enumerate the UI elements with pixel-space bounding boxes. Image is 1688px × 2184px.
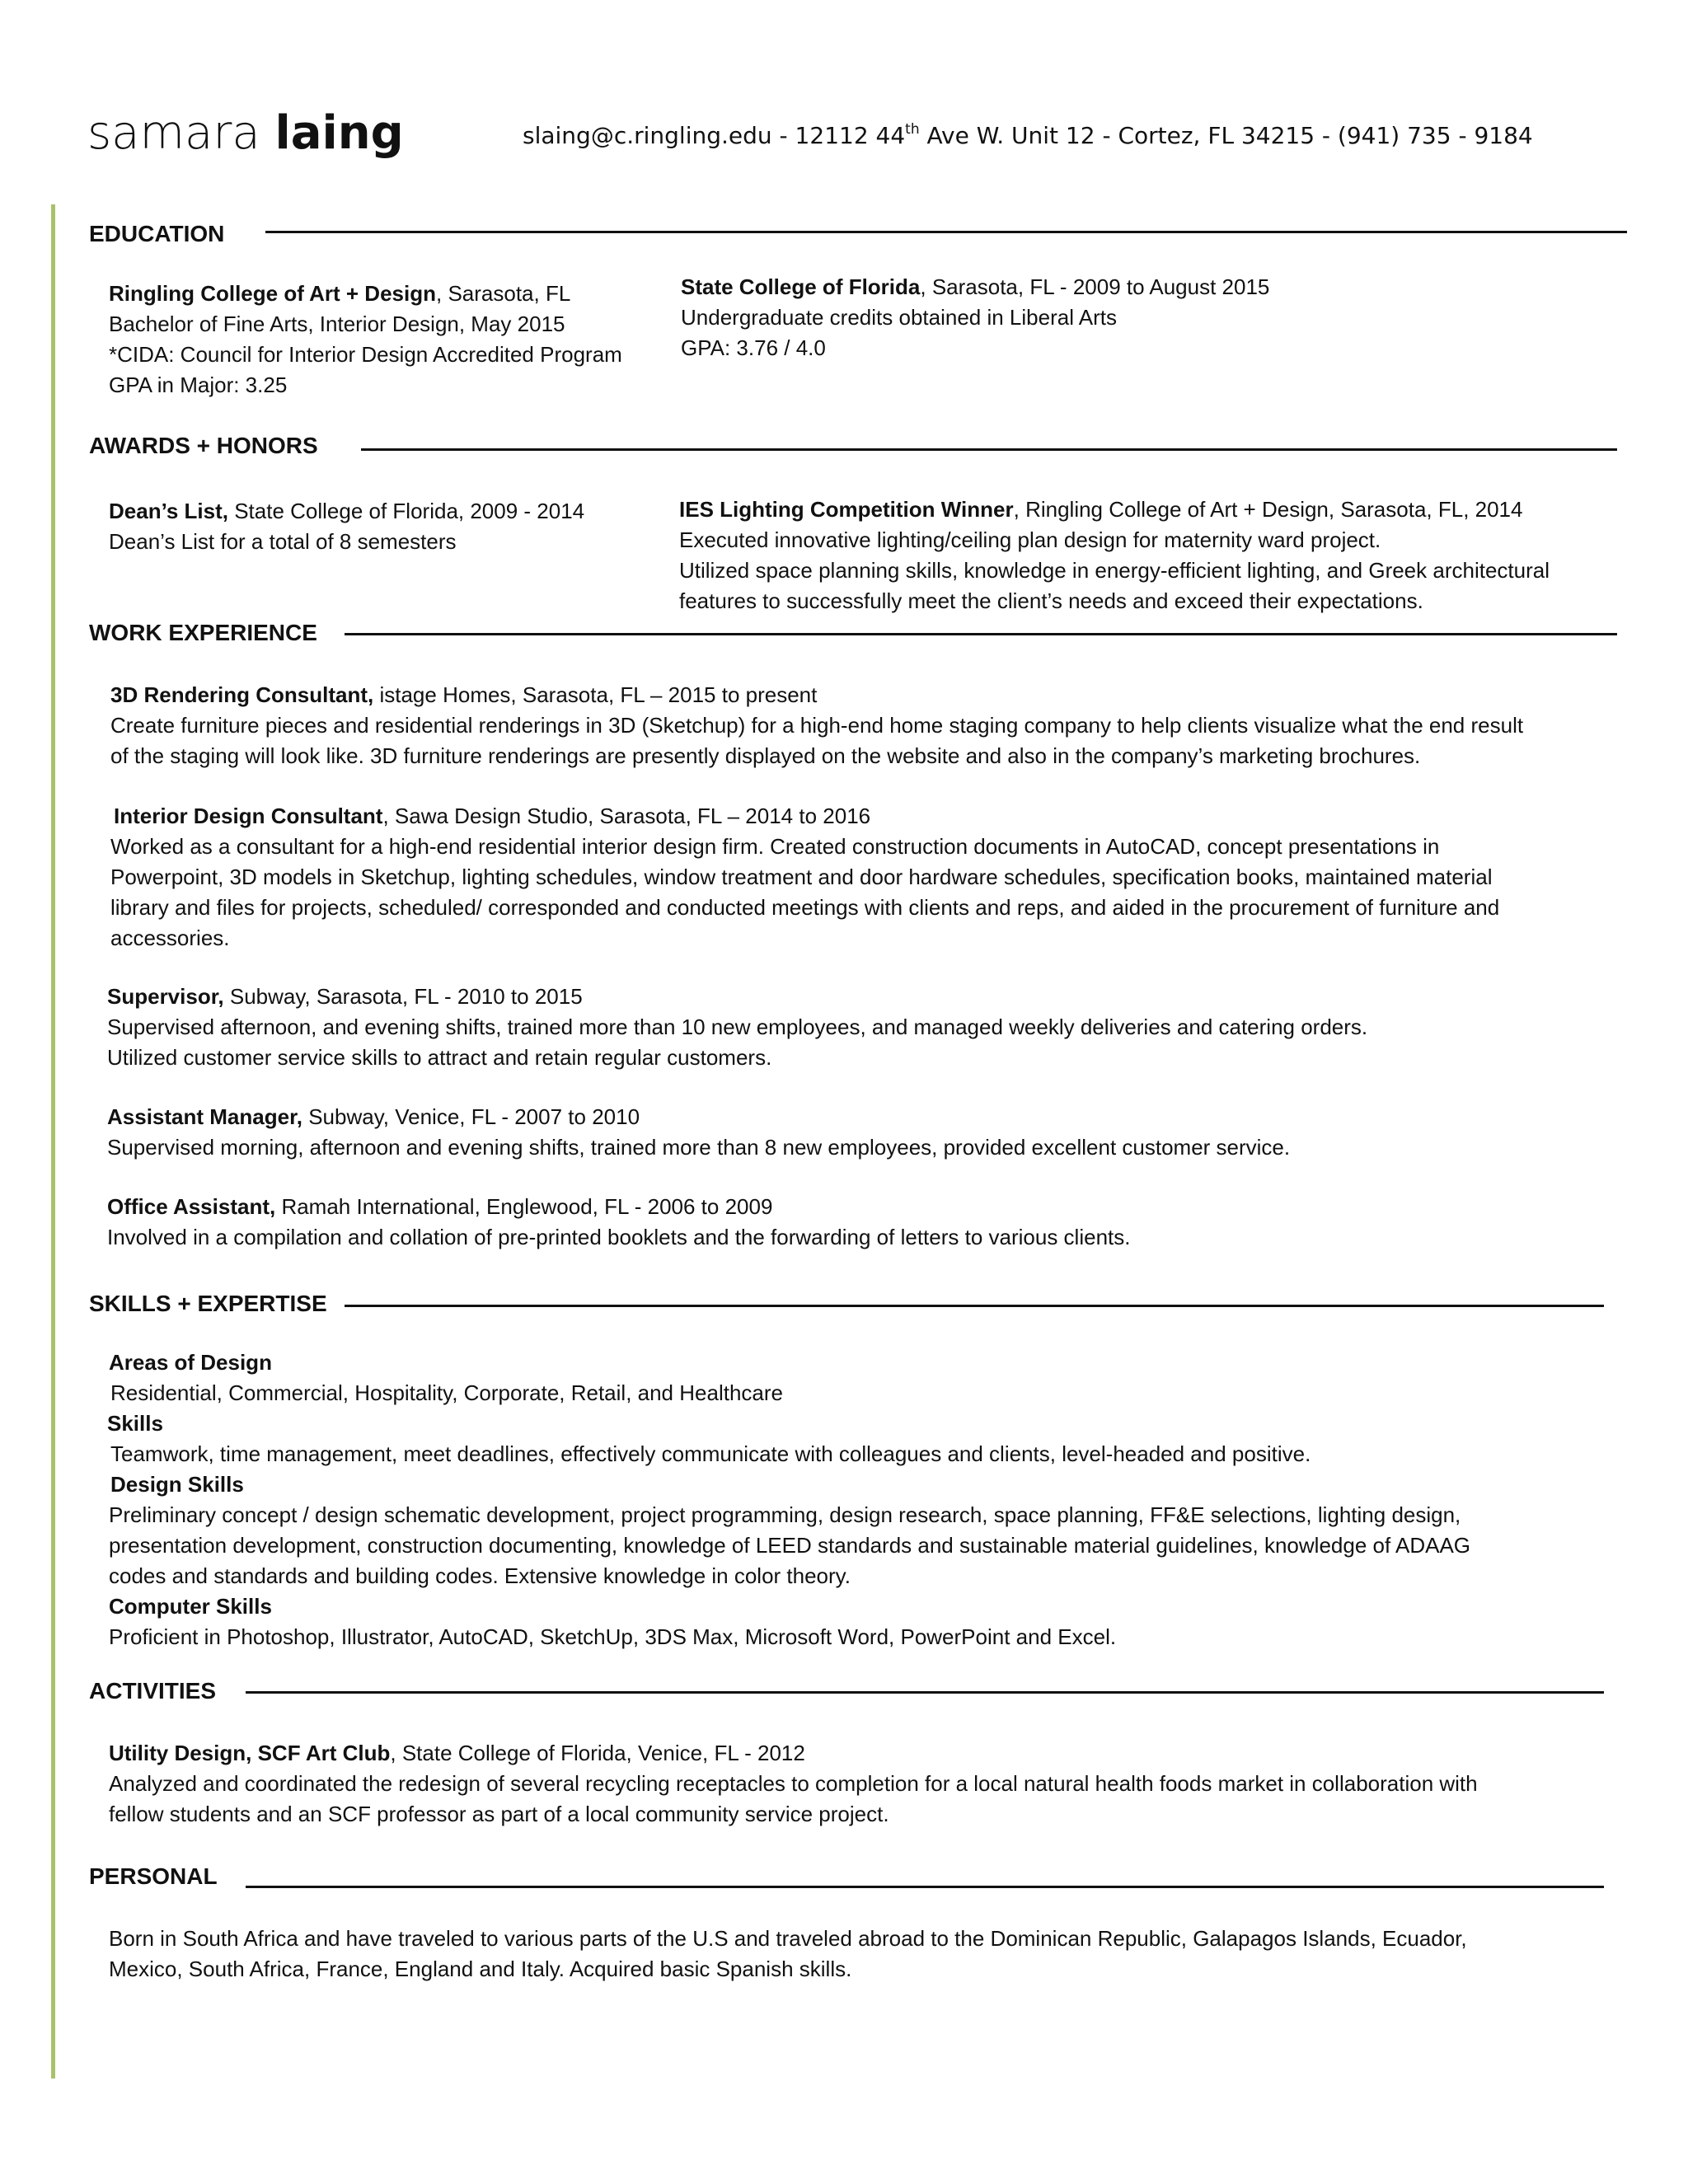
job-detail: Ramah International, Englewood, FL - 2006 to 2009 xyxy=(275,1194,773,1219)
candidate-name xyxy=(87,101,404,166)
section-title-activities: ACTIVITIES xyxy=(89,1678,217,1704)
contact-address-phone: Ave W. Unit 12 - Cortez, FL 34215 - (941) 735 - 9184 xyxy=(919,122,1533,149)
skill-group-line: codes and standards and building codes. Extensive knowledge in color theory. xyxy=(109,1563,851,1588)
awards-right-line: Executed innovative lighting/ceiling plan design for maternity ward project. xyxy=(679,527,1381,552)
skill-group-heading: Skills xyxy=(107,1411,163,1436)
name-last: laing xyxy=(274,106,404,160)
section-heading-work xyxy=(89,616,317,649)
job-detail: , Sawa Design Studio, Sarasota, FL – 2014 to 2016 xyxy=(382,804,871,828)
job-entry xyxy=(107,1192,1130,1253)
section-rule-personal xyxy=(246,1886,1604,1888)
education-left-title xyxy=(109,279,622,309)
awards-right xyxy=(679,494,1550,616)
skill-group-line: Teamwork, time management, meet deadlines, effectively communicate with colleagues and clients, level-headed and positive. xyxy=(110,1441,1311,1466)
skill-group-line: presentation development, construction documenting, knowledge of LEED standards and sustainable material guidelines, knowledge of ADAAG xyxy=(109,1533,1471,1558)
job-description-line: Utilized customer service skills to attract and retain regular customers. xyxy=(107,1045,772,1070)
activity-description-line: Analyzed and coordinated the redesign of several recycling receptacles to completion for a local natural health foods market in collaboration with xyxy=(109,1771,1478,1796)
section-title-education: EDUCATION xyxy=(89,221,225,246)
section-rule-awards xyxy=(361,448,1617,451)
job-title-line xyxy=(107,982,1367,1012)
education-right-line: Undergraduate credits obtained in Liberal Arts xyxy=(681,305,1117,330)
job-detail: istage Homes, Sarasota, FL – 2015 to present xyxy=(373,682,818,707)
skill-group-line: Preliminary concept / design schematic development, project programming, design research, space planning, FF&E selections, lighting design, xyxy=(109,1502,1461,1527)
awards-right-line: Utilized space planning skills, knowledge in energy-efficient lighting, and Greek architectural xyxy=(679,558,1550,583)
skill-group-heading: Areas of Design xyxy=(109,1350,272,1375)
education-right-title xyxy=(681,272,1269,302)
job-detail: Subway, Venice, FL - 2007 to 2010 xyxy=(302,1104,640,1129)
job-description-line: Involved in a compilation and collation of pre-printed booklets and the forwarding of letters to various clients. xyxy=(107,1225,1131,1249)
school-name: State College of Florida xyxy=(681,274,921,299)
job-description-line: Powerpoint, 3D models in Sketchup, lighting schedules, window treatment and door hardware schedules, specification books, maintained material xyxy=(110,865,1493,889)
section-rule-education xyxy=(265,231,1627,233)
job-description-line: accessories. xyxy=(110,926,230,950)
job-title-line xyxy=(110,801,1499,832)
personal-line: Born in South Africa and have traveled to various parts of the U.S and traveled abroad to the Dominican Republic, Galapagos Islands, Ecuador, xyxy=(109,1926,1467,1951)
activity-title-line xyxy=(109,1738,1478,1769)
section-heading-skills xyxy=(89,1287,327,1320)
education-right-line: GPA: 3.76 / 4.0 xyxy=(681,335,826,360)
activity-detail: , State College of Florida, Venice, FL - 2012 xyxy=(390,1741,805,1765)
education-left xyxy=(109,279,622,401)
section-heading-awards xyxy=(89,429,318,462)
awards-left xyxy=(109,496,584,557)
section-title-work: WORK EXPERIENCE xyxy=(89,620,317,645)
awards-left-line: Dean’s List for a total of 8 semesters xyxy=(109,529,457,554)
section-title-skills: SKILLS + EXPERTISE xyxy=(89,1291,327,1316)
section-heading-education xyxy=(89,218,224,251)
education-left-line: GPA in Major: 3.25 xyxy=(109,373,288,397)
skill-group-line: Residential, Commercial, Hospitality, Corporate, Retail, and Healthcare xyxy=(110,1380,783,1405)
contact-superscript: th xyxy=(905,121,920,138)
school-location: , Sarasota, FL xyxy=(436,281,571,306)
job-title-line xyxy=(107,1192,1130,1222)
activity-name: Utility Design, SCF Art Club xyxy=(109,1741,391,1765)
accent-bar xyxy=(51,204,55,2079)
job-entry xyxy=(110,680,1523,771)
school-name: Ringling College of Art + Design xyxy=(109,281,436,306)
skill-group-heading: Design Skills xyxy=(110,1472,244,1497)
job-entry xyxy=(107,1102,1290,1163)
job-description-line: Supervised afternoon, and evening shifts, trained more than 10 new employees, and managed weekly deliveries and catering orders. xyxy=(107,1015,1368,1039)
education-left-line: Bachelor of Fine Arts, Interior Design, May 2015 xyxy=(109,312,565,336)
award-detail: State College of Florida, 2009 - 2014 xyxy=(227,499,585,523)
job-description-line: Create furniture pieces and residential renderings in 3D (Sketchup) for a high-end home staging company to help clients visualize what the end result xyxy=(110,713,1524,738)
job-description-line: of the staging will look like. 3D furniture renderings are presently displayed on the website and also in the company’s marketing brochures. xyxy=(110,743,1421,768)
contact-line xyxy=(523,115,1533,157)
section-heading-activities xyxy=(89,1675,216,1708)
section-rule-work xyxy=(345,633,1617,635)
job-description-line: Supervised morning, afternoon and evening shifts, trained more than 8 new employees, provided excellent customer service. xyxy=(107,1135,1291,1160)
job-detail: Subway, Sarasota, FL - 2010 to 2015 xyxy=(223,984,583,1009)
name-first: samara xyxy=(87,106,260,160)
skill-group-heading: Computer Skills xyxy=(109,1594,272,1619)
job-description-line: library and files for projects, scheduled/ corresponded and conducted meetings with clients and reps, and aided in the procurement of furniture and xyxy=(110,895,1500,920)
section-heading-personal xyxy=(89,1860,218,1893)
job-role: Office Assistant, xyxy=(107,1194,276,1219)
skills-block xyxy=(109,1347,1470,1652)
section-rule-activities xyxy=(246,1691,1604,1694)
awards-right-title xyxy=(679,494,1550,525)
school-location: , Sarasota, FL - 2009 to August 2015 xyxy=(920,274,1270,299)
awards-right-line: features to successfully meet the client’s needs and exceed their expectations. xyxy=(679,588,1423,613)
award-detail: , Ringling College of Art + Design, Sarasota, FL, 2014 xyxy=(1013,497,1523,522)
job-role: Supervisor, xyxy=(107,984,224,1009)
award-name: Dean’s List, xyxy=(109,499,228,523)
section-title-awards: AWARDS + HONORS xyxy=(89,433,318,458)
award-name: IES Lighting Competition Winner xyxy=(679,497,1014,522)
job-title-line xyxy=(107,1102,1290,1132)
education-right xyxy=(681,272,1269,363)
section-title-personal: PERSONAL xyxy=(89,1863,218,1889)
job-role: Interior Design Consultant xyxy=(114,804,383,828)
job-entry xyxy=(107,982,1367,1073)
education-left-line: *CIDA: Council for Interior Design Accredited Program xyxy=(109,342,622,367)
job-role: 3D Rendering Consultant, xyxy=(110,682,374,707)
personal-block xyxy=(109,1924,1467,1985)
job-role: Assistant Manager, xyxy=(107,1104,302,1129)
resume-header xyxy=(87,101,1637,166)
job-title-line xyxy=(110,680,1523,710)
skill-group-line: Proficient in Photoshop, Illustrator, AutoCAD, SketchUp, 3DS Max, Microsoft Word, PowerPoint and Excel. xyxy=(109,1624,1117,1649)
section-rule-skills xyxy=(345,1305,1604,1307)
activity-description-line: fellow students and an SCF professor as part of a local community service project. xyxy=(109,1802,889,1826)
awards-left-title xyxy=(109,496,584,527)
personal-line: Mexico, South Africa, France, England and Italy. Acquired basic Spanish skills. xyxy=(109,1957,852,1981)
job-entry xyxy=(110,801,1499,954)
contact-email-address: slaing@c.ringling.edu - 12112 44 xyxy=(523,122,906,149)
activities-block xyxy=(109,1738,1478,1830)
job-description-line: Worked as a consultant for a high-end residential interior design firm. Created construction documents in AutoCAD, concept presentations in xyxy=(110,834,1440,859)
